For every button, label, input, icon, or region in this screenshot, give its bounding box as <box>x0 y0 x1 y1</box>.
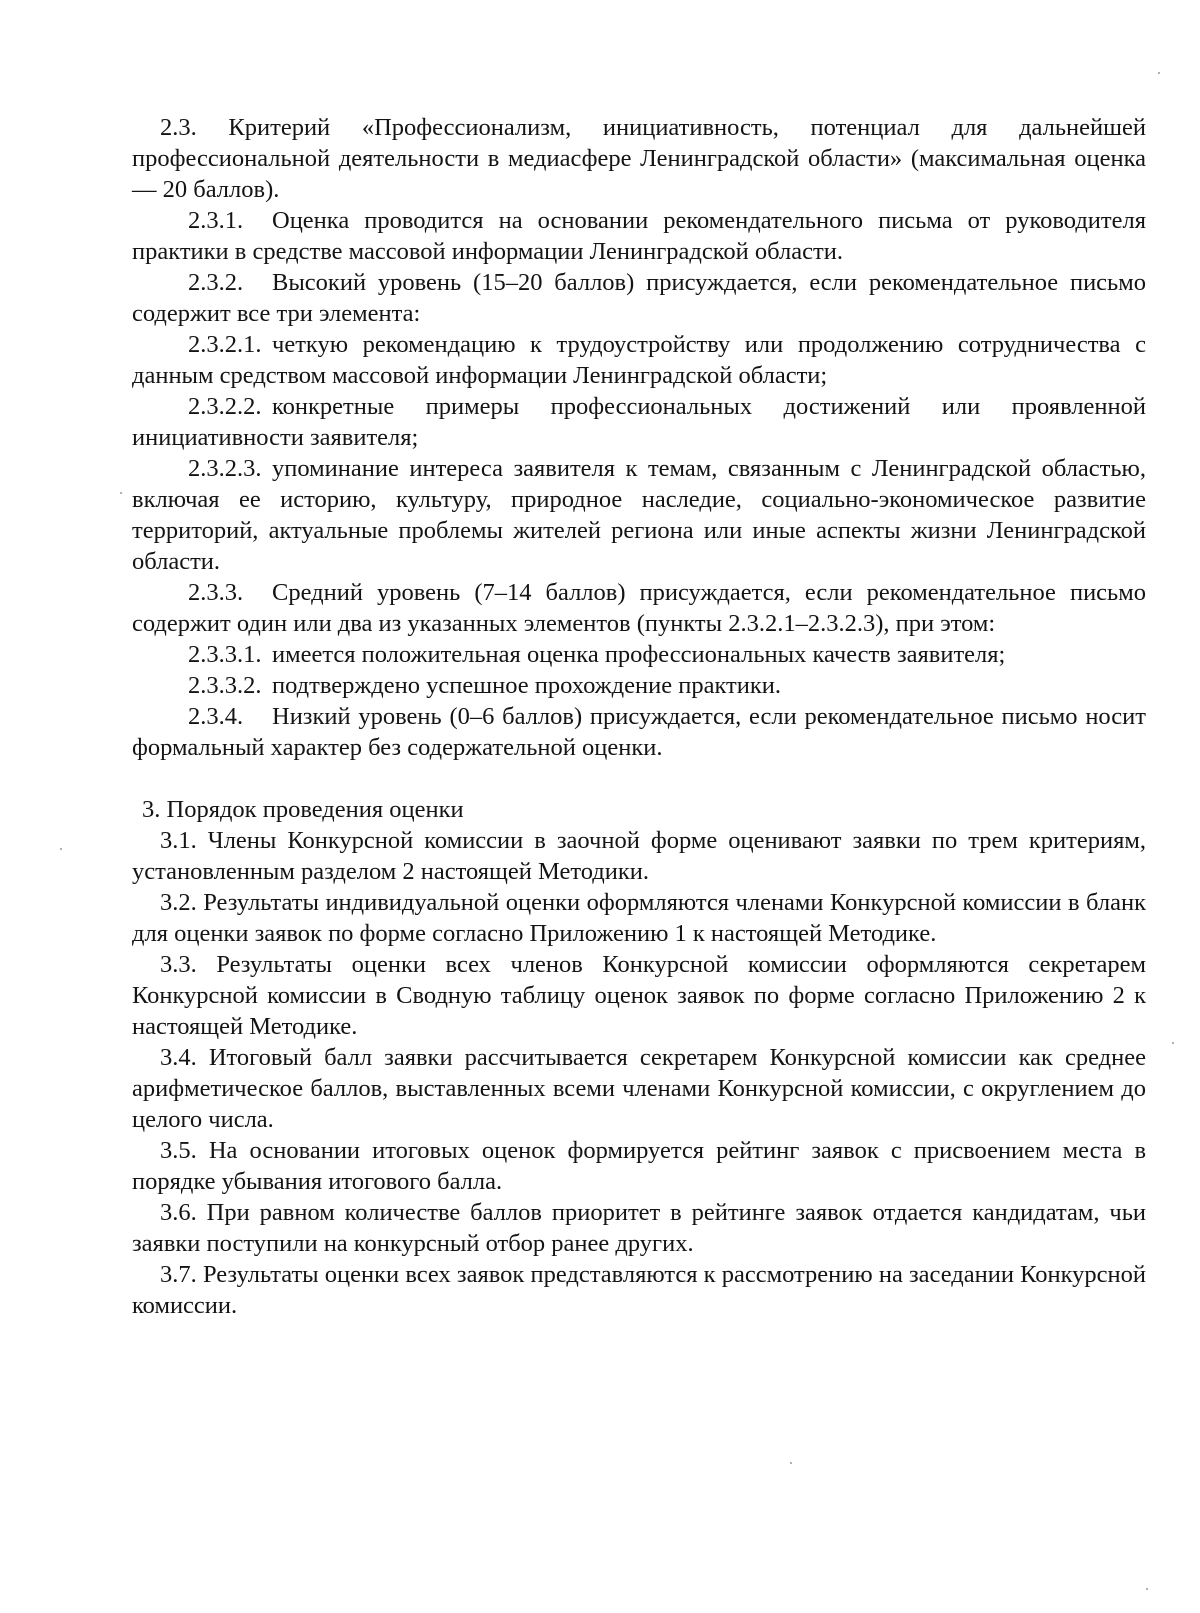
section-3-heading: 3. Порядок проведения оценки <box>142 796 464 823</box>
paragraph-3-1 <box>132 825 1146 887</box>
paragraph-text: Результаты оценки всех членов Конкурсной комиссии оформляются секретарем Конкурсной комиссии в Сводную таблицу оценок заявок по форме согласно Приложению 2 к настоящей Методике. <box>132 951 1147 1040</box>
paragraph-2-3-2-1 <box>132 329 1146 391</box>
document-page <box>132 112 1146 1321</box>
scan-speck <box>1158 72 1160 74</box>
scan-speck <box>790 1462 792 1464</box>
paragraph-number: 3.6. <box>160 1199 197 1226</box>
paragraph-2-3-1 <box>132 205 1146 267</box>
paragraph-text: конкретные примеры профессиональных достижений или проявленной инициативности заявителя; <box>132 393 1146 451</box>
scan-speck <box>60 848 62 850</box>
paragraph-text: упоминание интереса заявителя к темам, связанным с Ленинградской областью, включая ее историю, культуру, природное наследие, социально-экономическое развитие территорий, актуальные проблемы жителей региона или иные аспекты жизни Ленинградской области. <box>132 455 1146 575</box>
paragraph-3-4 <box>132 1042 1146 1135</box>
paragraph-2-3-2-3 <box>132 453 1146 577</box>
paragraph-number: 2.3.2.3. <box>188 455 262 482</box>
paragraph-number: 3.5. <box>160 1137 197 1164</box>
paragraph-number: 3.2. <box>160 889 197 916</box>
paragraph-number: 2.3.1. <box>188 207 244 234</box>
scan-speck <box>120 492 122 494</box>
paragraph-3-7 <box>132 1259 1146 1321</box>
paragraph-3-5 <box>132 1135 1146 1197</box>
paragraph-2-3-3-1 <box>132 639 1146 670</box>
paragraph-number: 2.3.2.2. <box>188 393 262 420</box>
paragraph-2-3-3-2 <box>132 670 1146 701</box>
paragraph-number: 3.3. <box>160 951 197 978</box>
paragraph-number: 2.3.2.1. <box>188 331 262 358</box>
paragraph-number: 3.1. <box>160 827 197 854</box>
paragraph-3-2 <box>132 887 1146 949</box>
paragraph-number: 2.3.3.1. <box>188 641 262 668</box>
paragraph-number: 2.3. <box>160 114 197 141</box>
paragraph-2-3-2-2 <box>132 391 1146 453</box>
scan-speck <box>1172 1042 1174 1044</box>
paragraph-text: имеется положительная оценка профессиональных качеств заявителя; <box>272 641 1006 668</box>
paragraph-text: Критерий «Профессионализм, инициативность, потенциал для дальнейшей профессиональной деятельности в медиасфере Ленинградской области» (максимальная оценка — 20 баллов). <box>132 114 1146 203</box>
paragraph-2-3-4 <box>132 701 1146 763</box>
paragraph-2-3 <box>132 112 1146 205</box>
paragraph-text: Итоговый балл заявки рассчитывается секретарем Конкурсной комиссии как среднее арифметическое баллов, выставленных всеми членами Конкурсной комиссии, с округлением до целого числа. <box>132 1044 1146 1133</box>
paragraph-number: 2.3.3. <box>188 579 244 606</box>
paragraph-2-3-3 <box>132 577 1146 639</box>
paragraph-3-3 <box>132 949 1146 1042</box>
paragraph-text: При равном количестве баллов приоритет в рейтинге заявок отдается кандидатам, чьи заявки поступили на конкурсный отбор ранее других. <box>132 1199 1147 1257</box>
paragraph-number: 3.4. <box>160 1044 197 1071</box>
scan-speck <box>1146 1588 1148 1590</box>
paragraph-text: Низкий уровень (0–6 баллов) присуждается, если рекомендательное письмо носит формальный характер без содержательной оценки. <box>132 703 1146 761</box>
paragraph-3-6 <box>132 1197 1146 1259</box>
paragraph-text: Результаты оценки всех заявок представляются к рассмотрению на заседании Конкурсной комиссии. <box>132 1261 1147 1319</box>
paragraph-text: Результаты индивидуальной оценки оформляются членами Конкурсной комиссии в бланк для оценки заявок по форме согласно Приложению 1 к настоящей Методике. <box>132 889 1146 947</box>
paragraph-text: четкую рекомендацию к трудоустройству или продолжению сотрудничества с данным средством массовой информации Ленинградской области; <box>132 331 1146 389</box>
paragraph-2-3-2 <box>132 267 1146 329</box>
paragraph-text: Члены Конкурсной комиссии в заочной форме оценивают заявки по трем критериям, установленным разделом 2 настоящей Методики. <box>132 827 1146 885</box>
paragraph-text: Высокий уровень (15–20 баллов) присуждается, если рекомендательное письмо содержит все три элемента: <box>132 269 1146 327</box>
paragraph-number: 2.3.2. <box>188 269 244 296</box>
paragraph-text: Средний уровень (7–14 баллов) присуждается, если рекомендательное письмо содержит один или два из указанных элементов (пункты 2.3.2.1–2.3.2.3), при этом: <box>132 579 1146 637</box>
paragraph-number: 3.7. <box>160 1261 197 1288</box>
paragraph-number: 2.3.3.2. <box>188 672 262 699</box>
paragraph-text: подтверждено успешное прохождение практики. <box>272 672 781 699</box>
paragraph-text: Оценка проводится на основании рекомендательного письма от руководителя практики в средстве массовой информации Ленинградской области. <box>132 207 1146 265</box>
paragraph-text: На основании итоговых оценок формируется рейтинг заявок с присвоением места в порядке убывания итогового балла. <box>132 1137 1147 1195</box>
paragraph-number: 2.3.4. <box>188 703 244 730</box>
